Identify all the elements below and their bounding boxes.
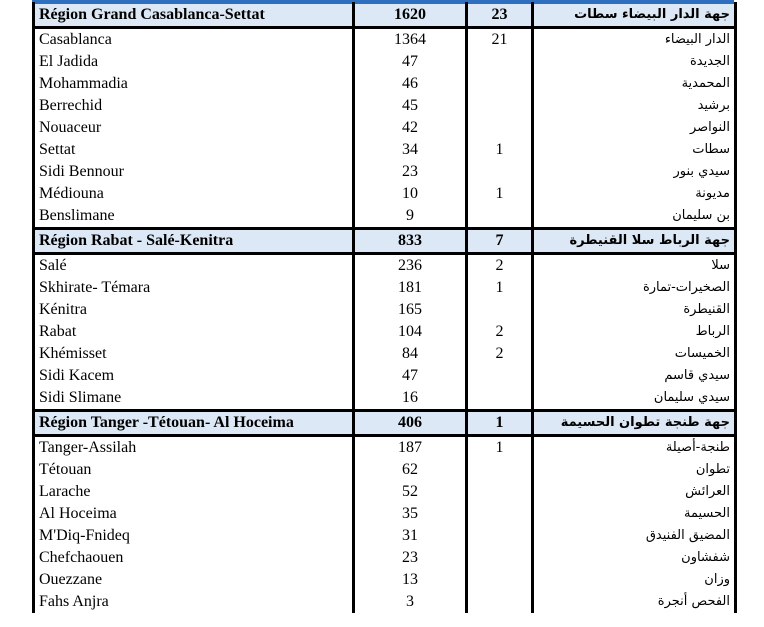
table-row (34, 73, 736, 95)
province-name-fr: M'Diq-Fnideq (34, 525, 354, 547)
province-cases: 10 (354, 183, 467, 205)
region-name-ar: جهة الدار البيضاء سطات (533, 3, 736, 28)
province-name-ar: النواصر (533, 117, 736, 139)
province-deaths (467, 95, 533, 117)
province-cases: 46 (354, 73, 467, 95)
province-name-fr: Sidi Kacem (34, 365, 354, 387)
table-row (34, 481, 736, 503)
province-name-fr: Skhirate- Témara (34, 277, 354, 299)
region-name-fr: Région Tanger -Tétouan- Al Hoceima (34, 411, 354, 436)
region-name-fr: Région Rabat - Salé-Kenitra (34, 229, 354, 254)
province-name-ar: وزان (533, 569, 736, 591)
province-deaths (467, 591, 533, 613)
table-row (34, 459, 736, 481)
province-name-fr: Casablanca (34, 28, 354, 52)
province-cases: 181 (354, 277, 467, 299)
province-name-ar: بن سليمان (533, 205, 736, 229)
region-header-row (34, 411, 736, 436)
province-deaths (467, 299, 533, 321)
province-name-ar: القنيطرة (533, 299, 736, 321)
province-name-ar: الرباط (533, 321, 736, 343)
table-row (34, 139, 736, 161)
province-cases: 236 (354, 254, 467, 278)
province-cases: 9 (354, 205, 467, 229)
province-cases: 13 (354, 569, 467, 591)
province-name-ar: شفشاون (533, 547, 736, 569)
province-cases: 23 (354, 547, 467, 569)
table-row (34, 365, 736, 387)
province-cases: 52 (354, 481, 467, 503)
table-row (34, 343, 736, 365)
table-row (34, 387, 736, 411)
table-row (34, 591, 736, 613)
province-deaths (467, 481, 533, 503)
province-name-fr: Benslimane (34, 205, 354, 229)
province-cases: 34 (354, 139, 467, 161)
province-cases: 1364 (354, 28, 467, 52)
province-deaths (467, 547, 533, 569)
table-row (34, 205, 736, 229)
province-cases: 23 (354, 161, 467, 183)
province-name-fr: Chefchaouen (34, 547, 354, 569)
province-deaths (467, 73, 533, 95)
province-name-ar: المحمدية (533, 73, 736, 95)
province-name-fr: El Jadida (34, 51, 354, 73)
province-name-ar: سطات (533, 139, 736, 161)
province-cases: 3 (354, 591, 467, 613)
province-name-ar: برشيد (533, 95, 736, 117)
province-deaths (467, 161, 533, 183)
province-deaths (467, 459, 533, 481)
table-row (34, 161, 736, 183)
province-deaths: 1 (467, 139, 533, 161)
province-deaths: 21 (467, 28, 533, 52)
region-deaths: 7 (467, 229, 533, 254)
province-deaths (467, 569, 533, 591)
province-name-ar: المضيق الفنيدق (533, 525, 736, 547)
province-cases: 104 (354, 321, 467, 343)
province-cases: 187 (354, 436, 467, 460)
province-deaths: 1 (467, 436, 533, 460)
province-name-ar: تطوان (533, 459, 736, 481)
region-name-ar: جهة الرباط سلا القنيطرة (533, 229, 736, 254)
table-row (34, 321, 736, 343)
province-cases: 165 (354, 299, 467, 321)
province-cases: 35 (354, 503, 467, 525)
province-deaths (467, 525, 533, 547)
province-name-ar: الفحص أنجرة (533, 591, 736, 613)
province-name-ar: طنجة-أصيلة (533, 436, 736, 460)
province-name-fr: Ouezzane (34, 569, 354, 591)
province-name-fr: Tétouan (34, 459, 354, 481)
province-deaths: 1 (467, 277, 533, 299)
province-name-fr: Khémisset (34, 343, 354, 365)
province-name-ar: سلا (533, 254, 736, 278)
table-row (34, 277, 736, 299)
region-cases: 406 (354, 411, 467, 436)
province-name-fr: Al Hoceima (34, 503, 354, 525)
province-name-fr: Berrechid (34, 95, 354, 117)
province-deaths: 2 (467, 254, 533, 278)
province-deaths (467, 117, 533, 139)
province-cases: 84 (354, 343, 467, 365)
province-name-ar: الصخيرات-تمارة (533, 277, 736, 299)
province-deaths: 2 (467, 321, 533, 343)
province-deaths (467, 387, 533, 411)
province-name-fr: Tanger-Assilah (34, 436, 354, 460)
table-row (34, 503, 736, 525)
province-deaths (467, 51, 533, 73)
province-cases: 16 (354, 387, 467, 411)
province-name-fr: Mohammadia (34, 73, 354, 95)
table-row (34, 525, 736, 547)
region-deaths: 1 (467, 411, 533, 436)
region-deaths: 23 (467, 3, 533, 28)
table-row (34, 569, 736, 591)
province-name-ar: سيدي سليمان (533, 387, 736, 411)
province-name-fr: Médiouna (34, 183, 354, 205)
province-name-fr: Nouaceur (34, 117, 354, 139)
province-name-fr: Sidi Slimane (34, 387, 354, 411)
province-name-ar: العرائش (533, 481, 736, 503)
province-deaths: 1 (467, 183, 533, 205)
province-name-ar: الدار البيضاء (533, 28, 736, 52)
province-deaths (467, 205, 533, 229)
province-cases: 31 (354, 525, 467, 547)
table-row (34, 436, 736, 460)
table-row (34, 95, 736, 117)
table-row (34, 51, 736, 73)
region-cases: 833 (354, 229, 467, 254)
table-row (34, 299, 736, 321)
table-row (34, 547, 736, 569)
province-name-fr: Settat (34, 139, 354, 161)
province-name-ar: سيدي قاسم (533, 365, 736, 387)
region-header-row (34, 229, 736, 254)
province-name-fr: Salé (34, 254, 354, 278)
table-row (34, 117, 736, 139)
province-cases: 42 (354, 117, 467, 139)
province-cases: 45 (354, 95, 467, 117)
province-name-fr: Sidi Bennour (34, 161, 354, 183)
table-row (34, 28, 736, 52)
table-row (34, 183, 736, 205)
table-row (34, 254, 736, 278)
province-deaths (467, 503, 533, 525)
province-name-fr: Rabat (34, 321, 354, 343)
province-name-ar: مديونة (533, 183, 736, 205)
region-name-fr: Région Grand Casablanca-Settat (34, 3, 354, 28)
province-cases: 47 (354, 51, 467, 73)
cases-table (32, 2, 737, 613)
province-deaths (467, 365, 533, 387)
region-header-row (34, 3, 736, 28)
province-name-ar: الحسيمة (533, 503, 736, 525)
province-name-ar: الجديدة (533, 51, 736, 73)
province-name-fr: Larache (34, 481, 354, 503)
province-deaths: 2 (467, 343, 533, 365)
province-name-fr: Fahs Anjra (34, 591, 354, 613)
province-name-ar: الخميسات (533, 343, 736, 365)
province-name-fr: Kénitra (34, 299, 354, 321)
province-cases: 62 (354, 459, 467, 481)
province-cases: 47 (354, 365, 467, 387)
region-name-ar: جهة طنجة تطوان الحسيمة (533, 411, 736, 436)
province-name-ar: سيدي بنور (533, 161, 736, 183)
region-cases: 1620 (354, 3, 467, 28)
